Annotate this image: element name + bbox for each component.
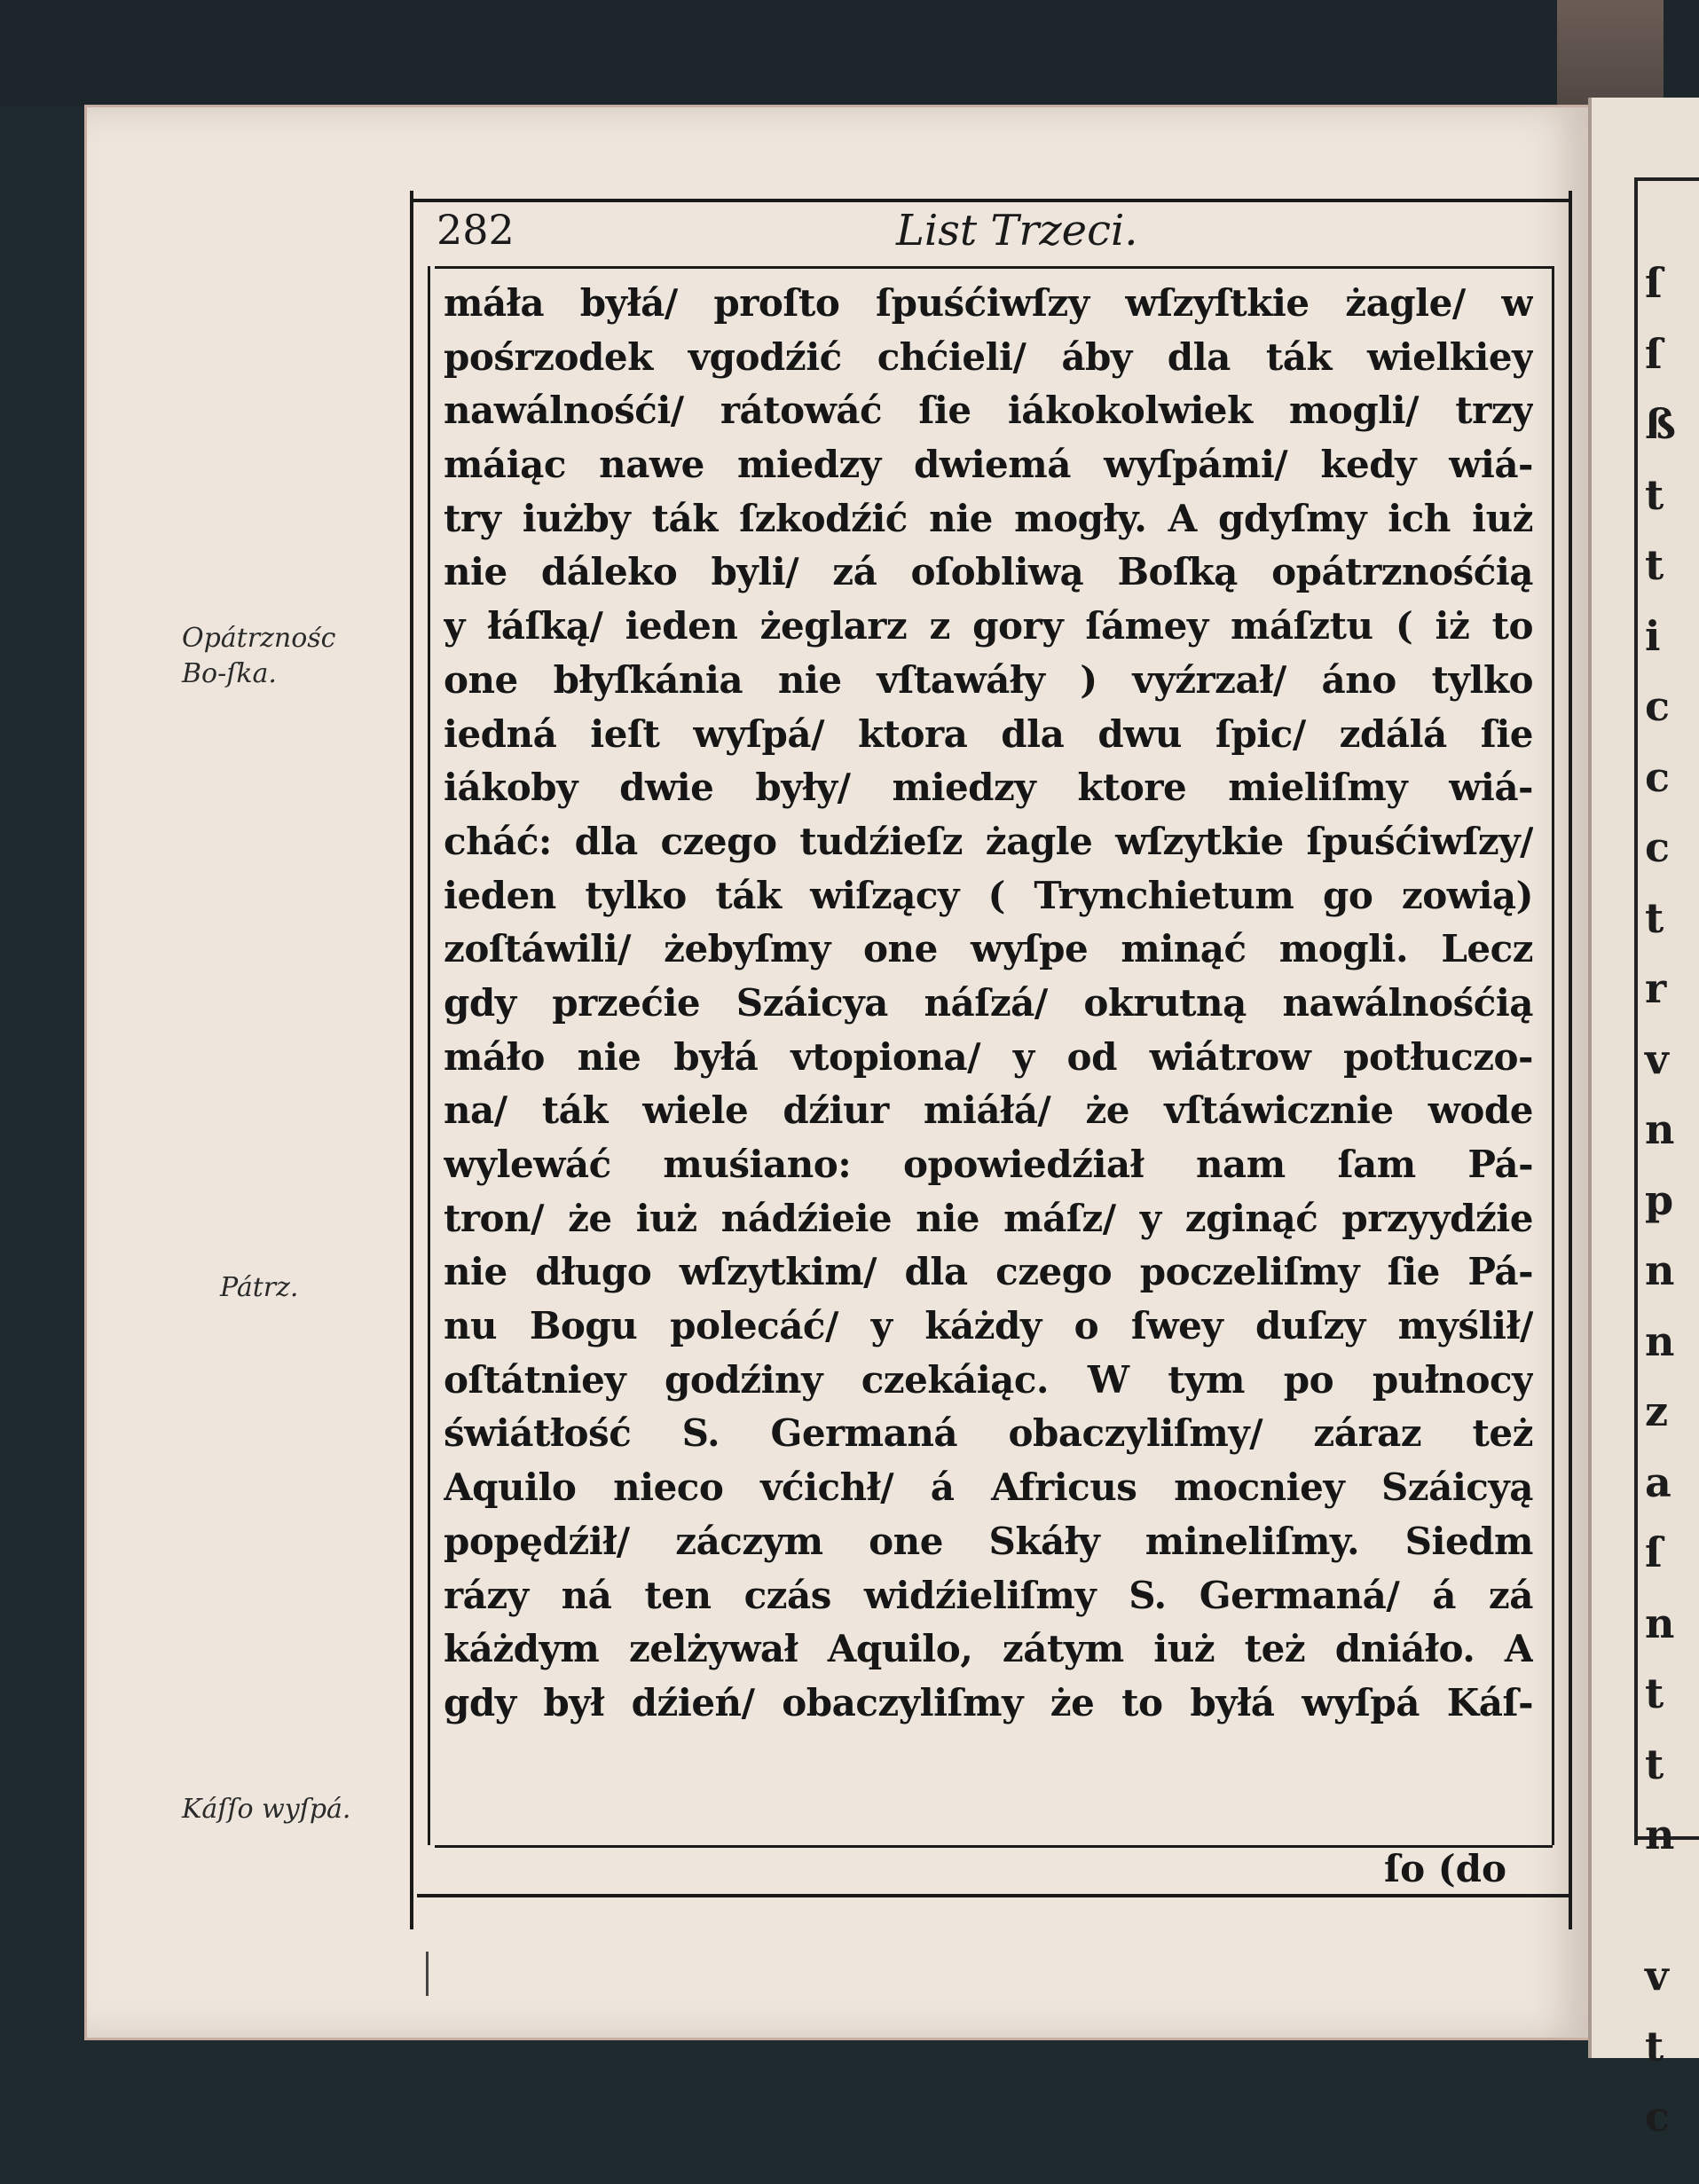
text-line: wylewáć muśiano: opowiedźiał nam ſam Pá- bbox=[444, 1143, 1533, 1186]
text-line: tron/ że iuż nádźieie nie máſz/ y zginąć przyydźie bbox=[444, 1196, 1533, 1240]
text-line: nawálnośći/ rátowáć ſie iákokolwiek mogli/ trzy bbox=[444, 389, 1533, 433]
right-page-glyph: n bbox=[1645, 1246, 1675, 1294]
right-page-glyph: ſ bbox=[1645, 1528, 1663, 1576]
frame-rule-top bbox=[410, 199, 1572, 202]
text-line: máiąc nawe miedzy dwiemá wyſpámi/ kedy wiá- bbox=[444, 443, 1533, 487]
right-page-glyph: a bbox=[1645, 1457, 1671, 1506]
right-page-glyph: t bbox=[1645, 1740, 1664, 1788]
right-page-glyph: t bbox=[1645, 541, 1664, 589]
text-line: zoſtáwili/ żebyſmy one wyſpe minąć mogli. Lecz bbox=[444, 927, 1533, 971]
right-page-glyph: p bbox=[1645, 1175, 1674, 1224]
right-page-glyph: ſ bbox=[1645, 259, 1663, 307]
right-page-glyph: c bbox=[1645, 2093, 1671, 2141]
text-line: máła byłá/ proſto ſpuśćiwſzy wſzyſtkie żagle/ w bbox=[444, 281, 1533, 325]
right-page-glyph: t bbox=[1645, 893, 1664, 942]
text-line: świátłość S. Germaná obaczyliſmy/ záraz też bbox=[444, 1411, 1533, 1456]
text-line: gdy był dźień/ obaczyliſmy że to byłá wyſpá Káſ- bbox=[444, 1680, 1533, 1724]
right-page-glyph: ſ bbox=[1645, 329, 1663, 378]
right-page-glyph: ß bbox=[1645, 400, 1676, 448]
right-page-glyph: v bbox=[1645, 1952, 1669, 1999]
right-page-glyph: v bbox=[1645, 1034, 1669, 1083]
right-page-rule-left bbox=[1634, 177, 1638, 1845]
margin-note: Opátrznośc Bo-ſka. bbox=[182, 623, 336, 689]
text-line: ieden tylko ták wiſzący ( Trynchietum go zowią) bbox=[444, 873, 1533, 917]
margin-note: Pátrz. bbox=[220, 1272, 299, 1303]
catchword: ſo (do bbox=[1384, 1847, 1506, 1890]
right-page-edge bbox=[1588, 98, 1699, 2141]
right-page-glyph: t bbox=[1645, 2022, 1664, 2070]
text-line: iedná ieſt wyſpá/ ktora dla dwu ſpic/ zdálá ſie bbox=[444, 711, 1533, 756]
right-page-glyphs bbox=[1645, 248, 1698, 2153]
text-line: nu Bogu polecáć/ y káżdy o ſwey duſzy myślił/ bbox=[444, 1304, 1533, 1348]
text-line: káżdym zelżywał Aquilo, zátym iuż też dniáło. A bbox=[444, 1627, 1533, 1671]
text-line: popędźił/ záczym one Skáły mineliſmy. Siedm bbox=[444, 1519, 1533, 1563]
body-text bbox=[444, 277, 1533, 1731]
right-page-glyph: c bbox=[1645, 823, 1671, 871]
right-page-glyph: z bbox=[1645, 1387, 1669, 1435]
right-page-glyph: n bbox=[1645, 1599, 1675, 1647]
text-line: pośrzodek vgodźić chćieli/ áby dla ták wielkiey bbox=[444, 334, 1533, 379]
text-line: y łáſką/ ieden żeglarz z gory ſámey máſztu ( iż to bbox=[444, 604, 1533, 648]
margin-note: Káſſo wyſpá. bbox=[182, 1794, 351, 1825]
right-page-glyph: n bbox=[1645, 1811, 1675, 1858]
text-line: rázy ná ten czás widźieliſmy S. Germaná/ á zá bbox=[444, 1573, 1533, 1617]
text-line: try iużby ták ſzkodźić nie mogły. A gdyſmy ich iuż bbox=[444, 496, 1533, 540]
stray-mark bbox=[426, 1952, 429, 1996]
right-page-rule-top bbox=[1634, 177, 1699, 181]
text-line: nie dáleko byli/ zá oſobliwą Boſką opátrznośćią bbox=[444, 550, 1533, 594]
right-page-glyph: t bbox=[1645, 1669, 1664, 1717]
right-page-glyph bbox=[1645, 1871, 1698, 1942]
text-line: na/ ták wiele dźiur miáłá/ że vſtáwicznie wode bbox=[444, 1088, 1533, 1133]
text-line: nie długo wſzytkim/ dla czego poczeliſmy ſie Pá- bbox=[444, 1250, 1533, 1294]
right-page-glyph: r bbox=[1645, 964, 1667, 1012]
right-page-glyph: c bbox=[1645, 682, 1671, 730]
text-line: oſtátniey godźiny czekáiąc. W tym po pułnocy bbox=[444, 1357, 1533, 1402]
text-line: máło nie byłá vtopiona/ y od wiátrow potłuczo- bbox=[444, 1034, 1533, 1079]
text-line: iákoby dwie były/ miedzy ktore mieliſmy wiá- bbox=[444, 766, 1533, 810]
right-page-glyph: i bbox=[1645, 611, 1661, 660]
frame-rule-bottom bbox=[417, 1894, 1570, 1897]
text-line: Aquilo nieco vćichł/ á Africus mocniey Száicyą bbox=[444, 1465, 1533, 1510]
right-page-glyph: c bbox=[1645, 752, 1671, 801]
background-top bbox=[0, 0, 1699, 106]
text-line: one błyſkánia nie vſtawáły ) vyźrzał/ áno tylko bbox=[444, 657, 1533, 702]
right-page-glyph: n bbox=[1645, 1105, 1675, 1153]
right-page-glyph: n bbox=[1645, 1316, 1675, 1365]
running-head: List Trzeci. bbox=[896, 206, 1138, 255]
text-line: cháć: dla czego tudźieſz żagle wſzytkie ſpuśćiwſzy/ bbox=[444, 819, 1533, 863]
page-number: 282 bbox=[437, 206, 515, 254]
right-page-glyph: t bbox=[1645, 470, 1664, 519]
text-line: gdy przećie Száicya náſzá/ okrutną nawálnośćią bbox=[444, 980, 1533, 1025]
